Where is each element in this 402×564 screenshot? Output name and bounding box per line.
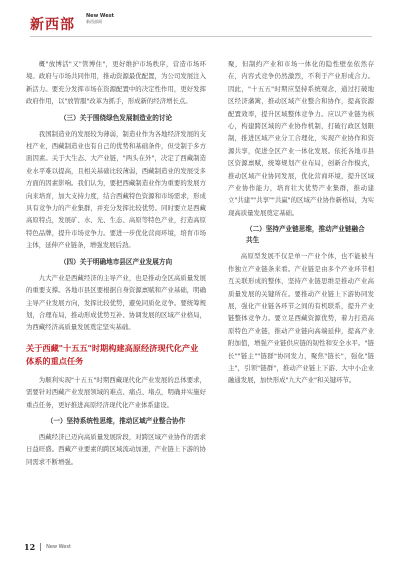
- page-footer: [24, 541, 71, 553]
- subheading: （三）关于围绕绿色发展制造业的讨论: [59, 113, 173, 122]
- footer-divider: [40, 543, 41, 551]
- paragraph: 九大产业是西藏经济的主导产业，也是推动全区高质量发展的重要支撑。各地市县区要根据自身资源禀赋和产业基础，明确主导产业发展方向，发挥比较优势，避免同质化竞争。要统筹规划，合理布局，推动形成优势互补、协调发展的区域产业格局，为西藏经济高质量发展奠定坚实基础。: [26, 273, 206, 332]
- logo-subtitle: [86, 14, 120, 24]
- paragraph: 我国制造业的发展较为薄弱，制造业作为各地经济发展的支柱产业，西藏制造业也有自己的优势和基础条件，但受制于多方面因素。关于大生态、大产业链，"两头在外"，决定了西藏制造业水平难以提高，且相关基础比较薄弱，西藏制造业的发展受多方面的因素影响。我们认为，要把西藏制造业作为重要的发展方向来培育，加大支持力度，结合西藏特色资源和市场需求，形成具有竞争力的产业集群，并充分发挥比较优势。同时要立足西藏高原特点，发展矿、水、光、生态、高原等特色产业，打造高原特色品牌，提升市场竞争力。要进一步优化营商环境，培育市场主体，延伸产业链条，增强发展后劲。: [26, 129, 206, 250]
- logo-english: New West: [86, 13, 115, 19]
- logo-chinese-small: 新西部网: [86, 19, 102, 24]
- magazine-name: New West: [46, 544, 71, 550]
- paragraph: 聚，但制约产业和市场一体化的隐性壁垒依然存在，内容式竞争仍然激烈，不利于产业形成合力。因此，"十五五"时期应坚持系统观念，通过打破地区经济藩篱，推动区域产业整合和协作，提高资源配置效率，提升区域整体竞争力。应以产业链为核心，构建跨区域的产业协作机制，打破行政区划限制，推进区域产业分工合理化，实现产业协作和资源共享，促进全区产业一体化发展。依托各地市县区资源禀赋，统筹规划产业布局，创新合作模式，推动区域产业协同发展，优化营商环境，提升区域产业协作能力，培育壮大优势产业集群，推动建立"共建""共享""共赢"的区域产业协作新格局，为实现高质量发展奠定基础。: [228, 60, 374, 217]
- section-title: 关于西藏"十五五"时期构建高原经济现代化产业体系的重点任务: [26, 342, 199, 366]
- paragraph: 为顺利实现"十五五"时期西藏现代化产业发展的总体要求，需要针对西藏产业发展领域的难点、痛点、堵点，明确并实施好重点任务，更好推进高原经济现代化产业体系建设。: [26, 375, 206, 409]
- right-column: [228, 58, 374, 387]
- magazine-logo: 新西部: [30, 17, 75, 33]
- paragraph: 高原型发展不仅是单一产业个体，也不能被当作独立产业链条来看。产业链是由多个产业环节相互关联形成的整体，坚持产业链思维是推动产业高质量发展的关键所在。要推动产业链上下游协同发展，强化产业链各环节之间的有机联系，提升产业链整体竞争力。要立足西藏资源优势，着力打造高原特色产业链，推动产业链向高端延伸，提高产业附加值，增强产业链供应链的韧性和安全水平。"链长""链主""链群"协同发力，聚焦"链长"，强化"链主"，引领"链群"，推动产业链上下游、大中小企业融通发展，加快形成"九大产业"和关键环节。: [228, 252, 374, 385]
- page-header: [0, 0, 402, 40]
- paragraph: 西藏经济已迈向高质量发展阶段，对跨区域产业协作的需求日益旺盛。西藏产业要素的跨区域流动加速，产业链上下游的协同需求不断增强。: [26, 432, 206, 466]
- subheading: （二）坚持产业链思维，推动产业链融合共生: [246, 225, 365, 245]
- subheading: （一）坚持系统性思维，推动区域产业整合协作: [46, 416, 186, 425]
- left-column: [26, 58, 206, 468]
- subheading: （四）关于明确地市县区产业发展方向: [59, 257, 173, 266]
- paragraph: 概"放博活"又"管博住"，更好维护市场秩序，营造市场环境。政府与市场共同作用，推动资源最优配置，为公司发展注入新活力。要充分发挥市场在资源配置中的决定性作用，更好发挥政府作用，以"放管服"改革为抓手，形成新的经济增长点。: [26, 60, 206, 106]
- header-divider: [30, 36, 372, 37]
- page-number: 12: [24, 542, 36, 552]
